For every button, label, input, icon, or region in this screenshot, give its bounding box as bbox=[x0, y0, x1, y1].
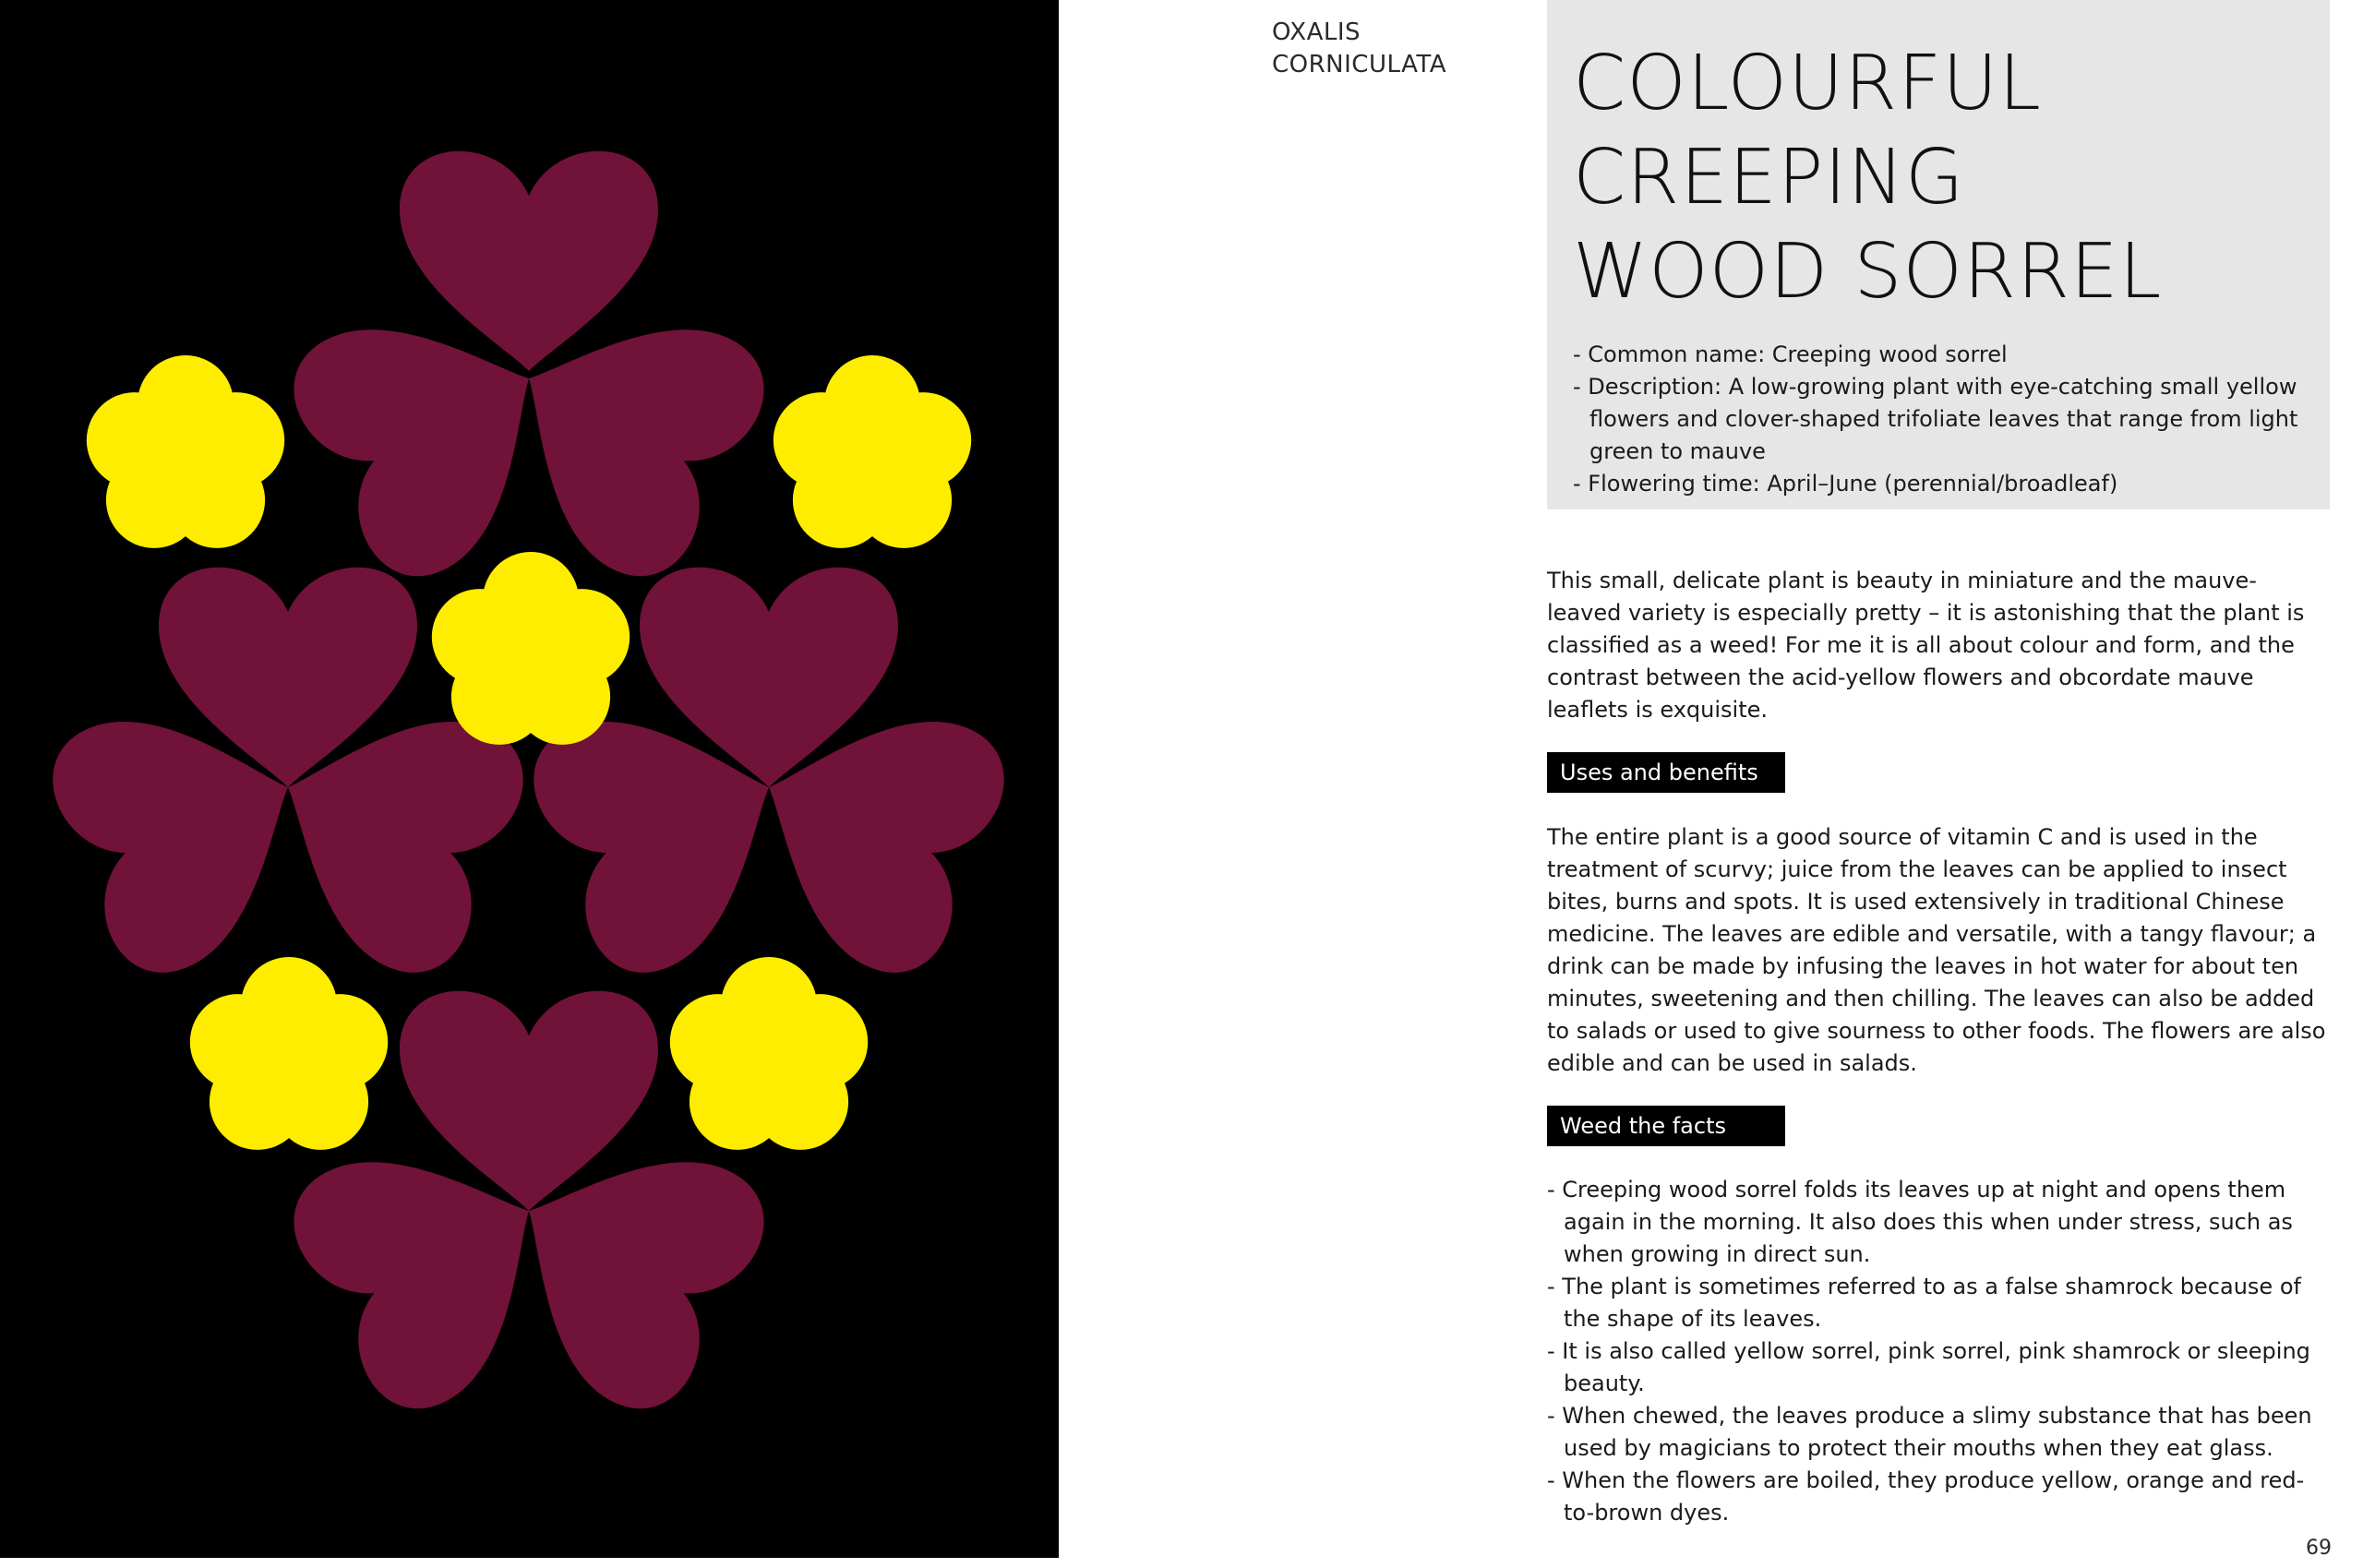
yellow-flower-shape bbox=[190, 957, 388, 1150]
weed-facts-heading: Weed the facts bbox=[1547, 1106, 1785, 1146]
title-line-1: COLOURFUL bbox=[1573, 40, 2042, 127]
weed-fact-item: - Creeping wood sorrel folds its leaves up at night and opens them again in the morning. It also does this when under stress, such as when growing in direct sun. bbox=[1547, 1177, 2293, 1267]
illustration-panel bbox=[0, 0, 1059, 1558]
fact-common-name: - Common name: Creeping wood sorrel bbox=[1573, 341, 2008, 367]
fact-flowering-time: - Flowering time: April–June (perennial/broadleaf) bbox=[1573, 471, 2118, 497]
weed-facts-list bbox=[1547, 1174, 2327, 1529]
uses-heading: Uses and benefits bbox=[1547, 752, 1785, 793]
fact-box bbox=[1547, 0, 2330, 509]
yellow-flower-shape bbox=[670, 957, 868, 1150]
uses-paragraph: The entire plant is a good source of vitamin C and is used in the treatment of scurvy; juice from the leaves can be applied to insect bites, burns and spots. It is used extensively in traditional Chinese medicine. The leaves are edible and versatile, with a tangy flavour; a drink can be made by infusing the leaves in hot water for about ten minutes, sweetening and then chilling. The leaves can also be added to salads or used to give sourness to other foods. The flowers are also edible and can be used in salads. bbox=[1547, 824, 2326, 1076]
title-line-2: CREEPING bbox=[1573, 134, 1965, 221]
yellow-flower-shape bbox=[87, 355, 284, 548]
fact-description: - Description: A low-growing plant with eye-catching small yellow flowers and clover-shaped trifoliate leaves that range from light green to mauve bbox=[1573, 374, 2298, 464]
species-epithet: CORNICULATA bbox=[1272, 51, 1446, 78]
weed-fact-item: - When chewed, the leaves produce a slimy substance that has been used by magicians to protect their mouths when they eat glass. bbox=[1547, 1403, 2312, 1461]
page-number: 69 bbox=[2306, 1537, 2332, 1560]
quick-facts-list bbox=[1573, 339, 2321, 500]
species-genus: OXALIS bbox=[1272, 18, 1361, 46]
sorrel-illustration bbox=[0, 0, 1059, 1558]
page-title bbox=[1573, 37, 2311, 319]
yellow-flower-shape bbox=[432, 552, 630, 745]
weed-fact-item: - The plant is sometimes referred to as a false shamrock because of the shape of its leaves. bbox=[1547, 1274, 2301, 1332]
intro-paragraph: This small, delicate plant is beauty in miniature and the mauve-leaved variety is especially pretty – it is astonishing that the plant is classified as a weed! For me it is all about colour and form, and the contrast between the acid-yellow flowers and obcordate mauve leaflets is exquisite. bbox=[1547, 568, 2305, 723]
weed-fact-item: - It is also called yellow sorrel, pink sorrel, pink shamrock or sleeping beauty. bbox=[1547, 1338, 2310, 1396]
weed-fact-item: - When the flowers are boiled, they produce yellow, orange and red-to-brown dyes. bbox=[1547, 1467, 2305, 1526]
title-line-3: WOOD SORREL bbox=[1573, 228, 2163, 316]
leaflet-shape bbox=[400, 151, 658, 371]
yellow-flower-shape bbox=[774, 355, 971, 548]
species-name bbox=[1272, 17, 1503, 81]
